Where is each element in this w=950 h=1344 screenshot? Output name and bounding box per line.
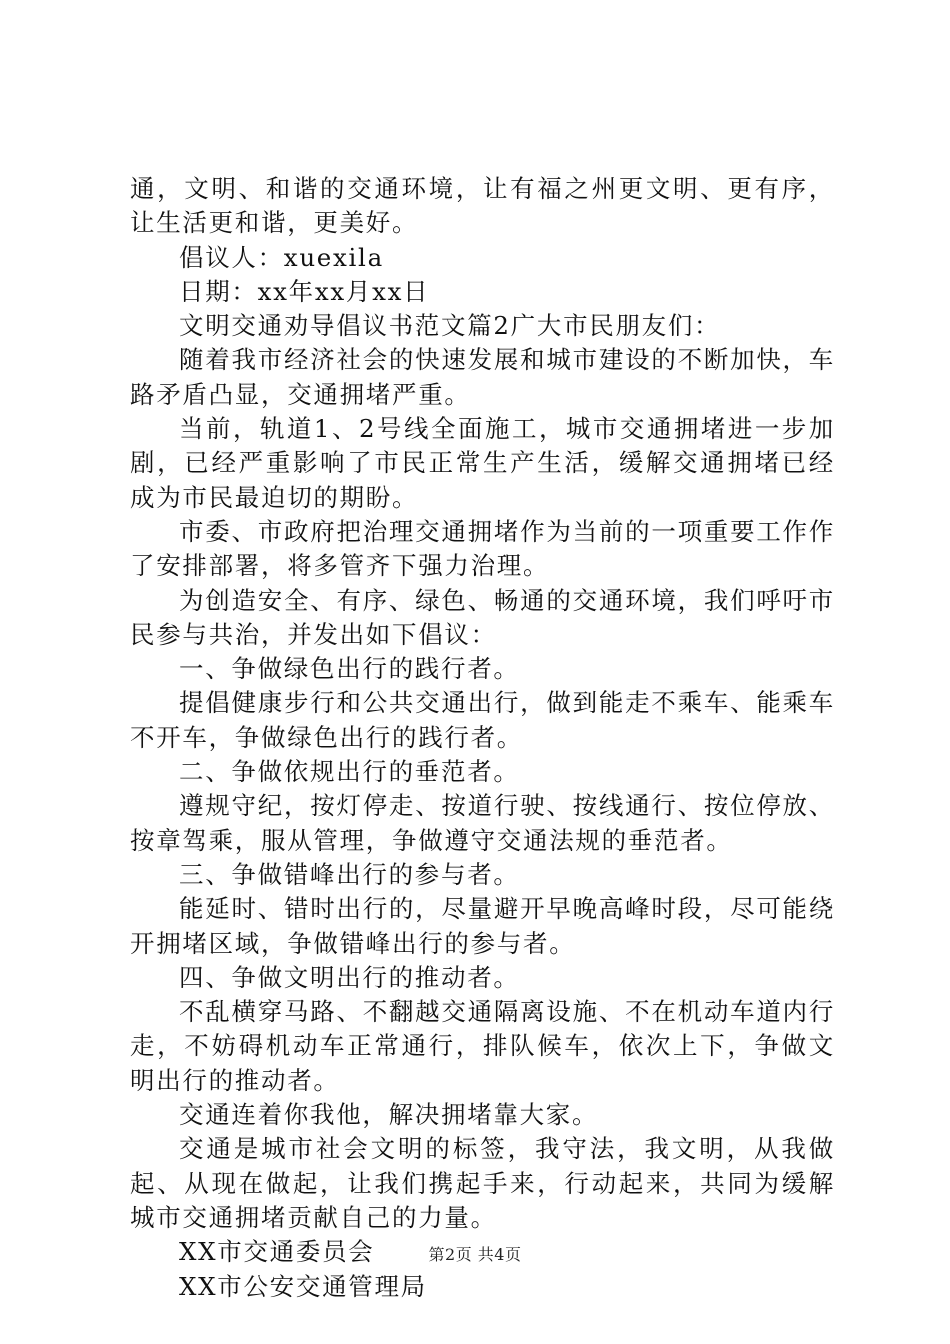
- signature-line: XX市公安交通管理局: [179, 1271, 427, 1301]
- paragraph: 市委、市政府把治理交通拥堵作为当前的一项重要工作作了安排部署，将多管齐下强力治理。: [130, 516, 835, 581]
- proposal-heading-2: 二、争做依规出行的垂范者。: [179, 757, 520, 787]
- paragraph: 不乱横穿马路、不翻越交通隔离设施、不在机动车道内行走，不妨碍机动车正常通行，排队候车，依次上下，争做文明出行的推动者。: [130, 997, 835, 1095]
- document-body: [130, 172, 835, 1304]
- signature-line: XX市交通委员会: [179, 1237, 375, 1267]
- initiator-line: 倡议人：xuexila: [179, 242, 384, 272]
- paragraph: 能延时、错时出行的，尽量避开早晚高峰时段，尽可能绕开拥堵区域，争做错峰出行的参与者。: [130, 894, 835, 958]
- section-heading: 文明交通劝导倡议书范文篇2广大市民朋友们：: [179, 311, 721, 341]
- paragraph: 为创造安全、有序、绿色、畅通的交通环境，我们呼吁市民参与共治，并发出如下倡议：: [130, 585, 835, 649]
- proposal-heading-4: 四、争做文明出行的推动者。: [179, 962, 520, 992]
- page-number-footer: 第2页 共4页: [428, 1245, 522, 1264]
- paragraph: 随着我市经济社会的快速发展和城市建设的不断加快，车路矛盾凸显，交通拥堵严重。: [130, 345, 835, 409]
- paragraph: 提倡健康步行和公共交通出行，做到能走不乘车、能乘车不开车，争做绿色出行的践行者。: [130, 688, 835, 752]
- paragraph: 交通是城市社会文明的标签，我守法，我文明，从我做起、从现在做起，让我们携起手来，行动起来，共同为缓解城市交通拥堵贡献自己的力量。: [130, 1134, 835, 1232]
- paragraph: 交通连着你我他，解决拥堵靠大家。: [179, 1100, 599, 1130]
- proposal-heading-3: 三、争做错峰出行的参与者。: [179, 859, 520, 889]
- proposal-heading-1: 一、争做绿色出行的践行者。: [179, 654, 520, 684]
- paragraph-continuation: 通，文明、和谐的交通环境，让有福之州更文明、更有序，让生活更和谐，更美好。: [130, 174, 835, 238]
- paragraph: 当前，轨道1、2号线全面施工，城市交通拥堵进一步加剧，已经严重影响了市民正常生产生活，缓解交通拥堵已经成为市民最迫切的期盼。: [130, 414, 835, 512]
- date-line: 日期：xx年xx月xx日: [179, 276, 430, 306]
- paragraph: 遵规守纪，按灯停走、按道行驶、按线通行、按位停放、按章驾乘，服从管理，争做遵守交通法规的垂范者。: [130, 791, 835, 855]
